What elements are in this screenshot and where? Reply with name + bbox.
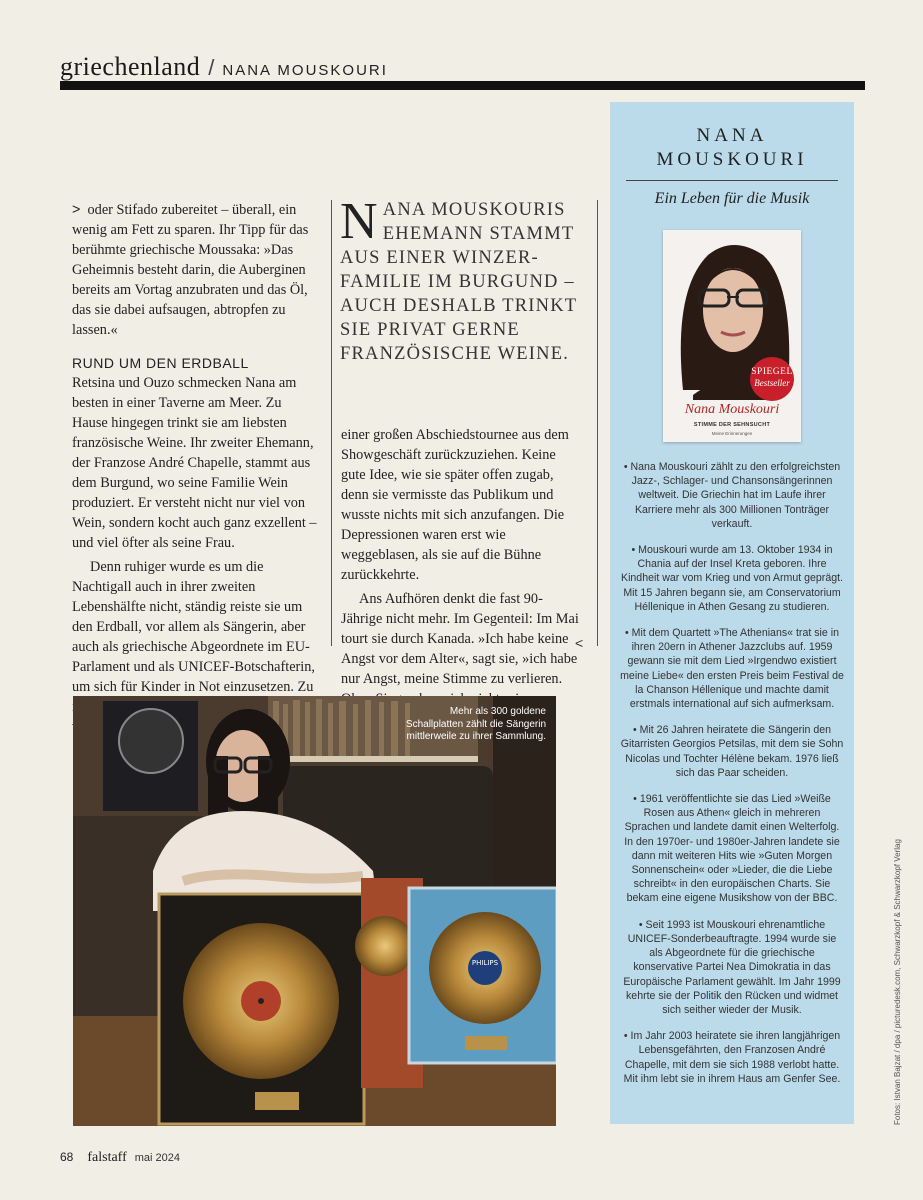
column-divider-left <box>331 200 332 646</box>
singer-with-gold-records-illustration <box>73 696 556 1126</box>
article-photo <box>73 696 556 1126</box>
photo-credit: Fotos: Istvan Bajzat / dpa / picturedesk.com, Schwarzkopf & Schwarzkopf Verlag <box>893 839 902 1125</box>
pull-quote <box>340 193 580 366</box>
issue-date: mai 2024 <box>134 1152 181 1164</box>
photo-caption: Mehr als 300 goldene Schallplatten zählt die Sängerin mittlerweile zu ihrer Sammlung. <box>405 706 546 742</box>
drop-cap: N <box>340 193 379 250</box>
article-column-2 <box>341 425 584 709</box>
page-number: 68 <box>60 1150 74 1164</box>
fact-item: • Nana Mouskouri zählt zu den erfolgreichsten Jazz-, Schlager- und Chansonsängerinnen weltweit. Die Griechin hat im Laufe ihrer Karriere mehr als 300 Millionen Tonträger verkauft. <box>623 461 841 530</box>
paragraph: Retsina und Ouzo schmecken Nana am besten in einer Taverne am Meer. Zu Hause hingegen trinkt sie am liebsten französische Weine. Ihr zweiter Ehemann, der Franzose André Chapelle, stammt aus dem Burgund, wo seine Familie Wein produziert. Er versteht nicht nur viel von Wein, sondern kocht auch ganz exzellent – und viel öfter als seine Frau. <box>72 375 317 551</box>
section-title: griechenland <box>60 52 201 81</box>
paragraph: > oder Stifado zubereitet – überall, ein wenig am Fett zu sparen. Ihr Tipp für das berühmte griechische Moussaka: »Das Geheimnis besteht darin, die Auberginen bereits am Vortag anzubraten und das Öl, das sie dabei aufsaugen, abtropfen zu lassen.« <box>72 202 309 338</box>
book-cover <box>663 230 801 442</box>
fact-item: • Mouskouri wurde am 13. Oktober 1934 in Chania auf der Insel Kreta geboren. Ihre Kindheit war vom Krieg und von Armut geprägt. Mit 15 Jahren begann sie, am Conservatorium Héllenique in Athen Gesang zu studieren. <box>621 544 843 613</box>
pull-quote-text: ANA MOUSKOURIS EHEMANN STAMMT AUS EINER WINZER-FAMILIE IM BURGUND – AUCH DESHALB TRINKT SIE PRIVAT GERNE FRANZÖSISCHE WEINE. <box>340 200 577 364</box>
magazine-name: falstaff <box>87 1150 127 1165</box>
page-header <box>60 52 388 82</box>
record-label-text: PHILIPS <box>471 959 499 967</box>
book-title: Nana Mouskouri <box>684 402 780 417</box>
paragraph: Denn ruhiger wurde es um die Nachtigall auch in ihrer zweiten Lebenshälfte nicht, ständig reiste sie um den Erdball, vor allem als Sängerin, aber auch als griechische Abgeordnete im EU-Parlament und als UNICEF-Botschafterin, um sich für Kinder in Not einzusetzen. Zu <box>72 559 315 695</box>
fact-item: • Mit dem Quartett »The Athenians« trat sie in ihren 20ern in Athener Jazzclubs auf. 1959 gewann sie mit dem Lied »Irgendwo existiert meine Liebe« den ersten Preis beim Festival de la Chanson Héllenique und machte damit erstmals international auf sich aufmerksam. <box>620 627 844 711</box>
article-topic: NANA MOUSKOURI <box>222 62 388 79</box>
header-rule <box>60 81 865 90</box>
continuation-arrow: > <box>72 202 81 218</box>
fact-item: • Mit 26 Jahren heiratete die Sängerin den Gitarristen Georgios Petsilas, mit dem sie Sohn Nicolas und Tochter Hélène bekam. 1976 ließ sich das Paar scheiden. <box>620 724 844 779</box>
header-separator: / <box>208 55 215 80</box>
page-footer <box>60 1150 180 1166</box>
info-box-subtitle: Ein Leben für die Musik <box>654 190 810 207</box>
fact-item: • 1961 veröffentlichte sie das Lied »Weiße Rosen aus Athen« gleich in mehreren Sprachen und landete damit einen Welterfolg. In den 1970er- und 1980er-Jahren landete sie dann mit weiteren Hits wie »Guten Morgen Sonnenschein« oder »Lieder, die die Liebe schreibt« in den europäischen Charts. Sie bekam eine eigene Musikshow von der BBC. <box>624 793 840 905</box>
bestseller-badge: SPIEGEL Bestseller <box>750 357 794 401</box>
paragraph: Ans Aufhören denkt die fast 90-Jährige nicht mehr. Im Gegenteil: Im Mai tourt sie durch Kanada. »Ich habe keine Angst vor dem Alter«, sagt sie, »ich habe nur Angst, meine Stimme zu verlieren. <box>341 591 579 687</box>
fact-item: • Seit 1993 ist Mouskouri ehrenamtliche UNICEF-Sonderbeauftragte. 1994 wurde sie als Abgeordnete für die griechische konservative Partei Nea Dimokratia in das Europäische Parlament gewählt. Im Jahr 1999 kehrte sie der Politik den Rücken und widmet sich seither wieder der Musik. <box>623 918 841 1016</box>
info-box <box>610 102 854 1124</box>
fact-item: • Im Jahr 2003 heiratete sie ihren langjährigen Lebensgefährten, den Franzosen André Chapelle, mit dem sie sich 1988 verlobt hatte. Mit ihm lebt sie in ihrem Haus am Genfer See. <box>623 1030 841 1085</box>
subheading: RUND UM DEN ERDBALL <box>72 355 249 371</box>
info-box-rule <box>626 180 838 181</box>
paragraph: einer großen Abschiedstournee aus dem Showgeschäft zurückzuziehen. Keine gute Idee, wie sie später offen zugab, denn sie vermisste das Publikum und wusste nichts mit sich anzufangen. Die Depressionen waren erst wie weggeblasen, als sie auf die Bühne zurückkehrte. <box>341 427 569 583</box>
book-tagline: Meine Erinnerungen <box>711 431 753 436</box>
book-subtitle: STIMME DER SEHNSUCHT <box>693 422 771 428</box>
column-divider-right <box>597 200 598 646</box>
end-mark: < <box>575 635 584 651</box>
fact-list <box>620 460 844 1098</box>
article-column-1 <box>72 200 320 737</box>
info-box-title: NANA MOUSKOURI <box>656 125 808 170</box>
